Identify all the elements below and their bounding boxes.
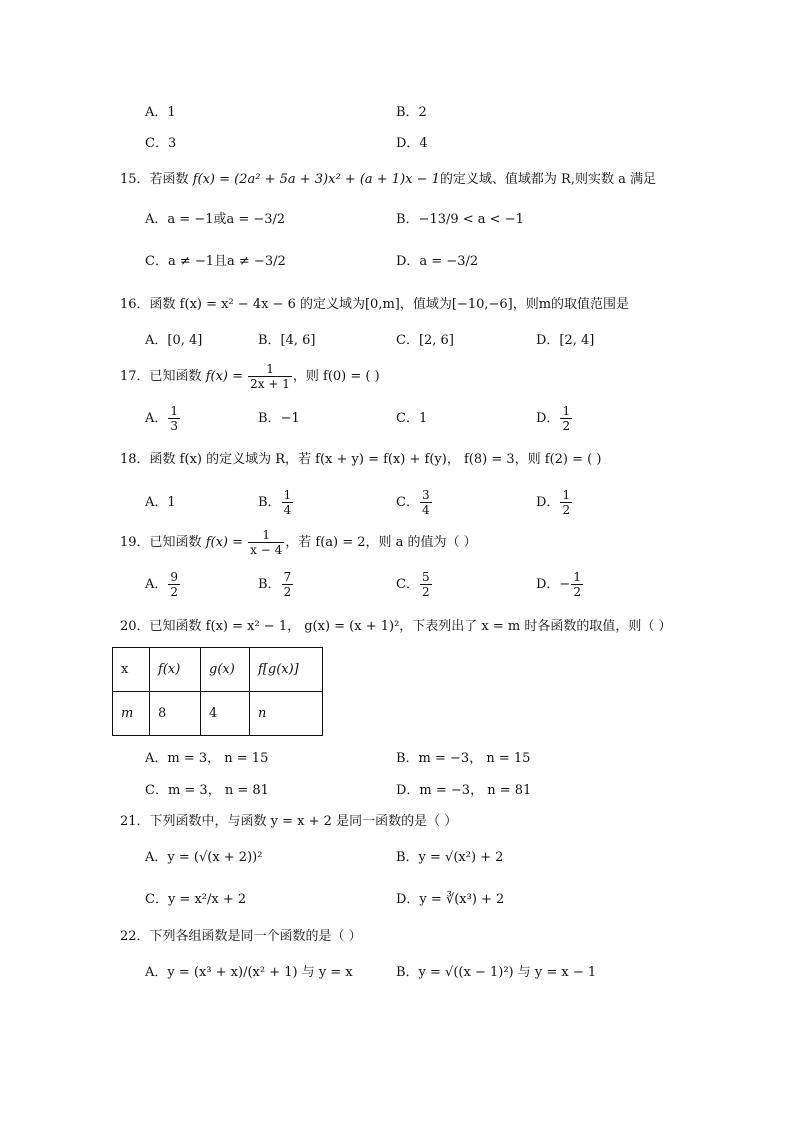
option-label: D． [536,411,560,426]
table-cell: n [250,692,323,736]
denominator: 2 [562,503,571,517]
q15-option-a: A．a = −1或a = −3/2 [145,212,286,227]
values-table [112,647,323,736]
question-18 [120,450,601,470]
question-text: 的定义域、值域都为 R,则实数 a 满足 [439,172,656,187]
fraction [248,528,284,557]
denominator: 4 [421,503,430,517]
numerator: 9 [170,570,179,584]
q21-option-b: B．y = √(x²) + 2 [396,850,504,865]
q21-option-a: A．y = (√(x + 2))² [145,850,263,865]
denominator: 3 [170,419,179,433]
q17-option-a [145,404,181,434]
option-label: B． [258,495,281,510]
q15-option-d: D．a = −3/2 [396,254,479,269]
numerator: 1 [562,404,571,418]
question-text: 下列各组函数是同一个函数的是（ ） [149,929,362,944]
q16-option-a: A．[0, 4] [145,333,203,348]
fraction [168,570,180,599]
q21-option-c: C．y = x²/x + 2 [145,892,247,907]
question-text: ，若 f(a) = 2，则 a 的值为（ ） [285,535,477,550]
question-number: 22． [120,929,150,944]
option-value: −1 [280,411,300,426]
denominator: x − 4 [250,543,283,557]
fraction [420,570,432,599]
table-cell: 4 [201,692,250,736]
question-15 [120,170,656,190]
numerator: 1 [573,570,581,584]
question-formula: f(x) = (2a² + 5a + 3)x² + (a + 1)x − 1 [192,172,440,187]
fraction [168,404,180,433]
question-number: 17． [120,369,150,384]
q14-option-c: C．3 [145,136,177,151]
option-label: D．− [536,577,571,592]
q22-option-b: B．y = √((x − 1)²) 与 y = x − 1 [396,965,597,980]
question-formula: f(x) = [205,369,244,384]
question-21 [120,812,457,832]
q15-option-b: B．−13/9 < a < −1 [396,212,524,227]
question-number: 19． [120,535,150,550]
q17-option-b [258,409,300,429]
table-row [113,648,323,692]
q19-option-a [145,570,181,600]
question-text: ，则 f(0) = ( ) [292,369,380,384]
option-label: B． [258,411,281,426]
option-label: A． [145,411,168,426]
numerator: 1 [562,488,571,502]
question-number: 15． [120,172,150,187]
question-text: 下列函数中，与函数 y = x + 2 是同一函数的是（ ） [149,814,458,829]
question-16 [120,295,629,315]
q20-option-b: B．m = −3， n = 15 [396,751,531,766]
table-cell: 8 [150,692,201,736]
numerator: 1 [266,362,274,376]
table-row [113,692,323,736]
q22-option-a: A．y = (x³ + x)/(x² + 1) 与 y = x [145,965,353,980]
q18-option-a [145,493,176,513]
q21-option-d: D．y = ∛(x³) + 2 [396,892,505,907]
denominator: 2 [421,585,430,599]
option-label: C． [396,577,419,592]
fraction [571,570,583,599]
q17-option-c [396,409,427,429]
question-19 [120,528,477,558]
q17-option-d [536,404,573,434]
option-label: A． [145,577,168,592]
denominator: 2 [562,419,571,433]
question-text: 函数 f(x) 的定义域为 R，若 f(x + y) = f(x) + f(y)， f(8) = 3，则 f(2) = ( ) [149,452,602,467]
q19-option-c [396,570,433,600]
q16-option-b: B．[4, 6] [258,333,316,348]
table-header-cell: x [113,648,150,692]
question-number: 18． [120,452,150,467]
q16-option-c: C．[2, 6] [396,333,454,348]
denominator: 2x + 1 [250,377,290,391]
q20-option-d: D．m = −3， n = 81 [396,783,532,798]
question-formula: f(x) = [205,535,244,550]
q20-option-a: A．m = 3， n = 15 [145,751,269,766]
question-text: 函数 f(x) = x² − 4x − 6 的定义域为[0,m]，值域为[−10,−6]，则m的取值范围是 [149,297,630,312]
denominator: 2 [170,585,179,599]
question-text: 已知函数 [149,369,202,384]
question-number: 21． [120,814,150,829]
q16-option-d: D．[2, 4] [536,333,595,348]
denominator: 4 [283,503,292,517]
table-cell: m [113,692,150,736]
denominator: 2 [573,585,581,599]
question-22 [120,927,362,947]
option-label: B． [258,577,281,592]
q14-option-a: A．1 [145,105,176,120]
q18-option-b [258,488,294,518]
fraction [560,404,572,433]
question-17 [120,362,380,392]
q14-option-d: D．4 [396,136,428,151]
option-value: 1 [418,411,428,426]
numerator: 1 [262,528,271,542]
question-20 [120,617,672,637]
q15-option-c: C．a ≠ −1且a ≠ −3/2 [145,254,286,269]
fraction [282,488,294,517]
question-number: 16． [120,297,150,312]
table-header-cell: f[g(x)] [250,648,323,692]
fraction [560,488,572,517]
table-header-cell: g(x) [201,648,250,692]
q19-option-d [536,570,584,600]
q20-option-c: C．m = 3， n = 81 [145,783,269,798]
question-text: 若函数 [149,172,189,187]
numerator: 7 [283,570,292,584]
denominator: 2 [283,585,292,599]
fraction [420,488,432,517]
numerator: 1 [283,488,292,502]
option-value: 1 [167,495,176,510]
option-label: C． [396,411,419,426]
q19-option-b [258,570,294,600]
option-label: A． [145,495,168,510]
question-text: 已知函数 f(x) = x² − 1， g(x) = (x + 1)²，下表列出了 x = m 时各函数的取值，则（ ） [149,619,672,634]
numerator: 1 [170,404,179,418]
question-number: 20． [120,619,150,634]
q18-option-c [396,488,433,518]
fraction [248,362,292,391]
option-label: D． [536,495,560,510]
question-text: 已知函数 [149,535,202,550]
q14-option-b: B．2 [396,105,427,120]
option-label: C． [396,495,419,510]
numerator: 5 [421,570,430,584]
q18-option-d [536,488,573,518]
numerator: 3 [421,488,430,502]
table-header-cell: f(x) [150,648,201,692]
fraction [282,570,294,599]
